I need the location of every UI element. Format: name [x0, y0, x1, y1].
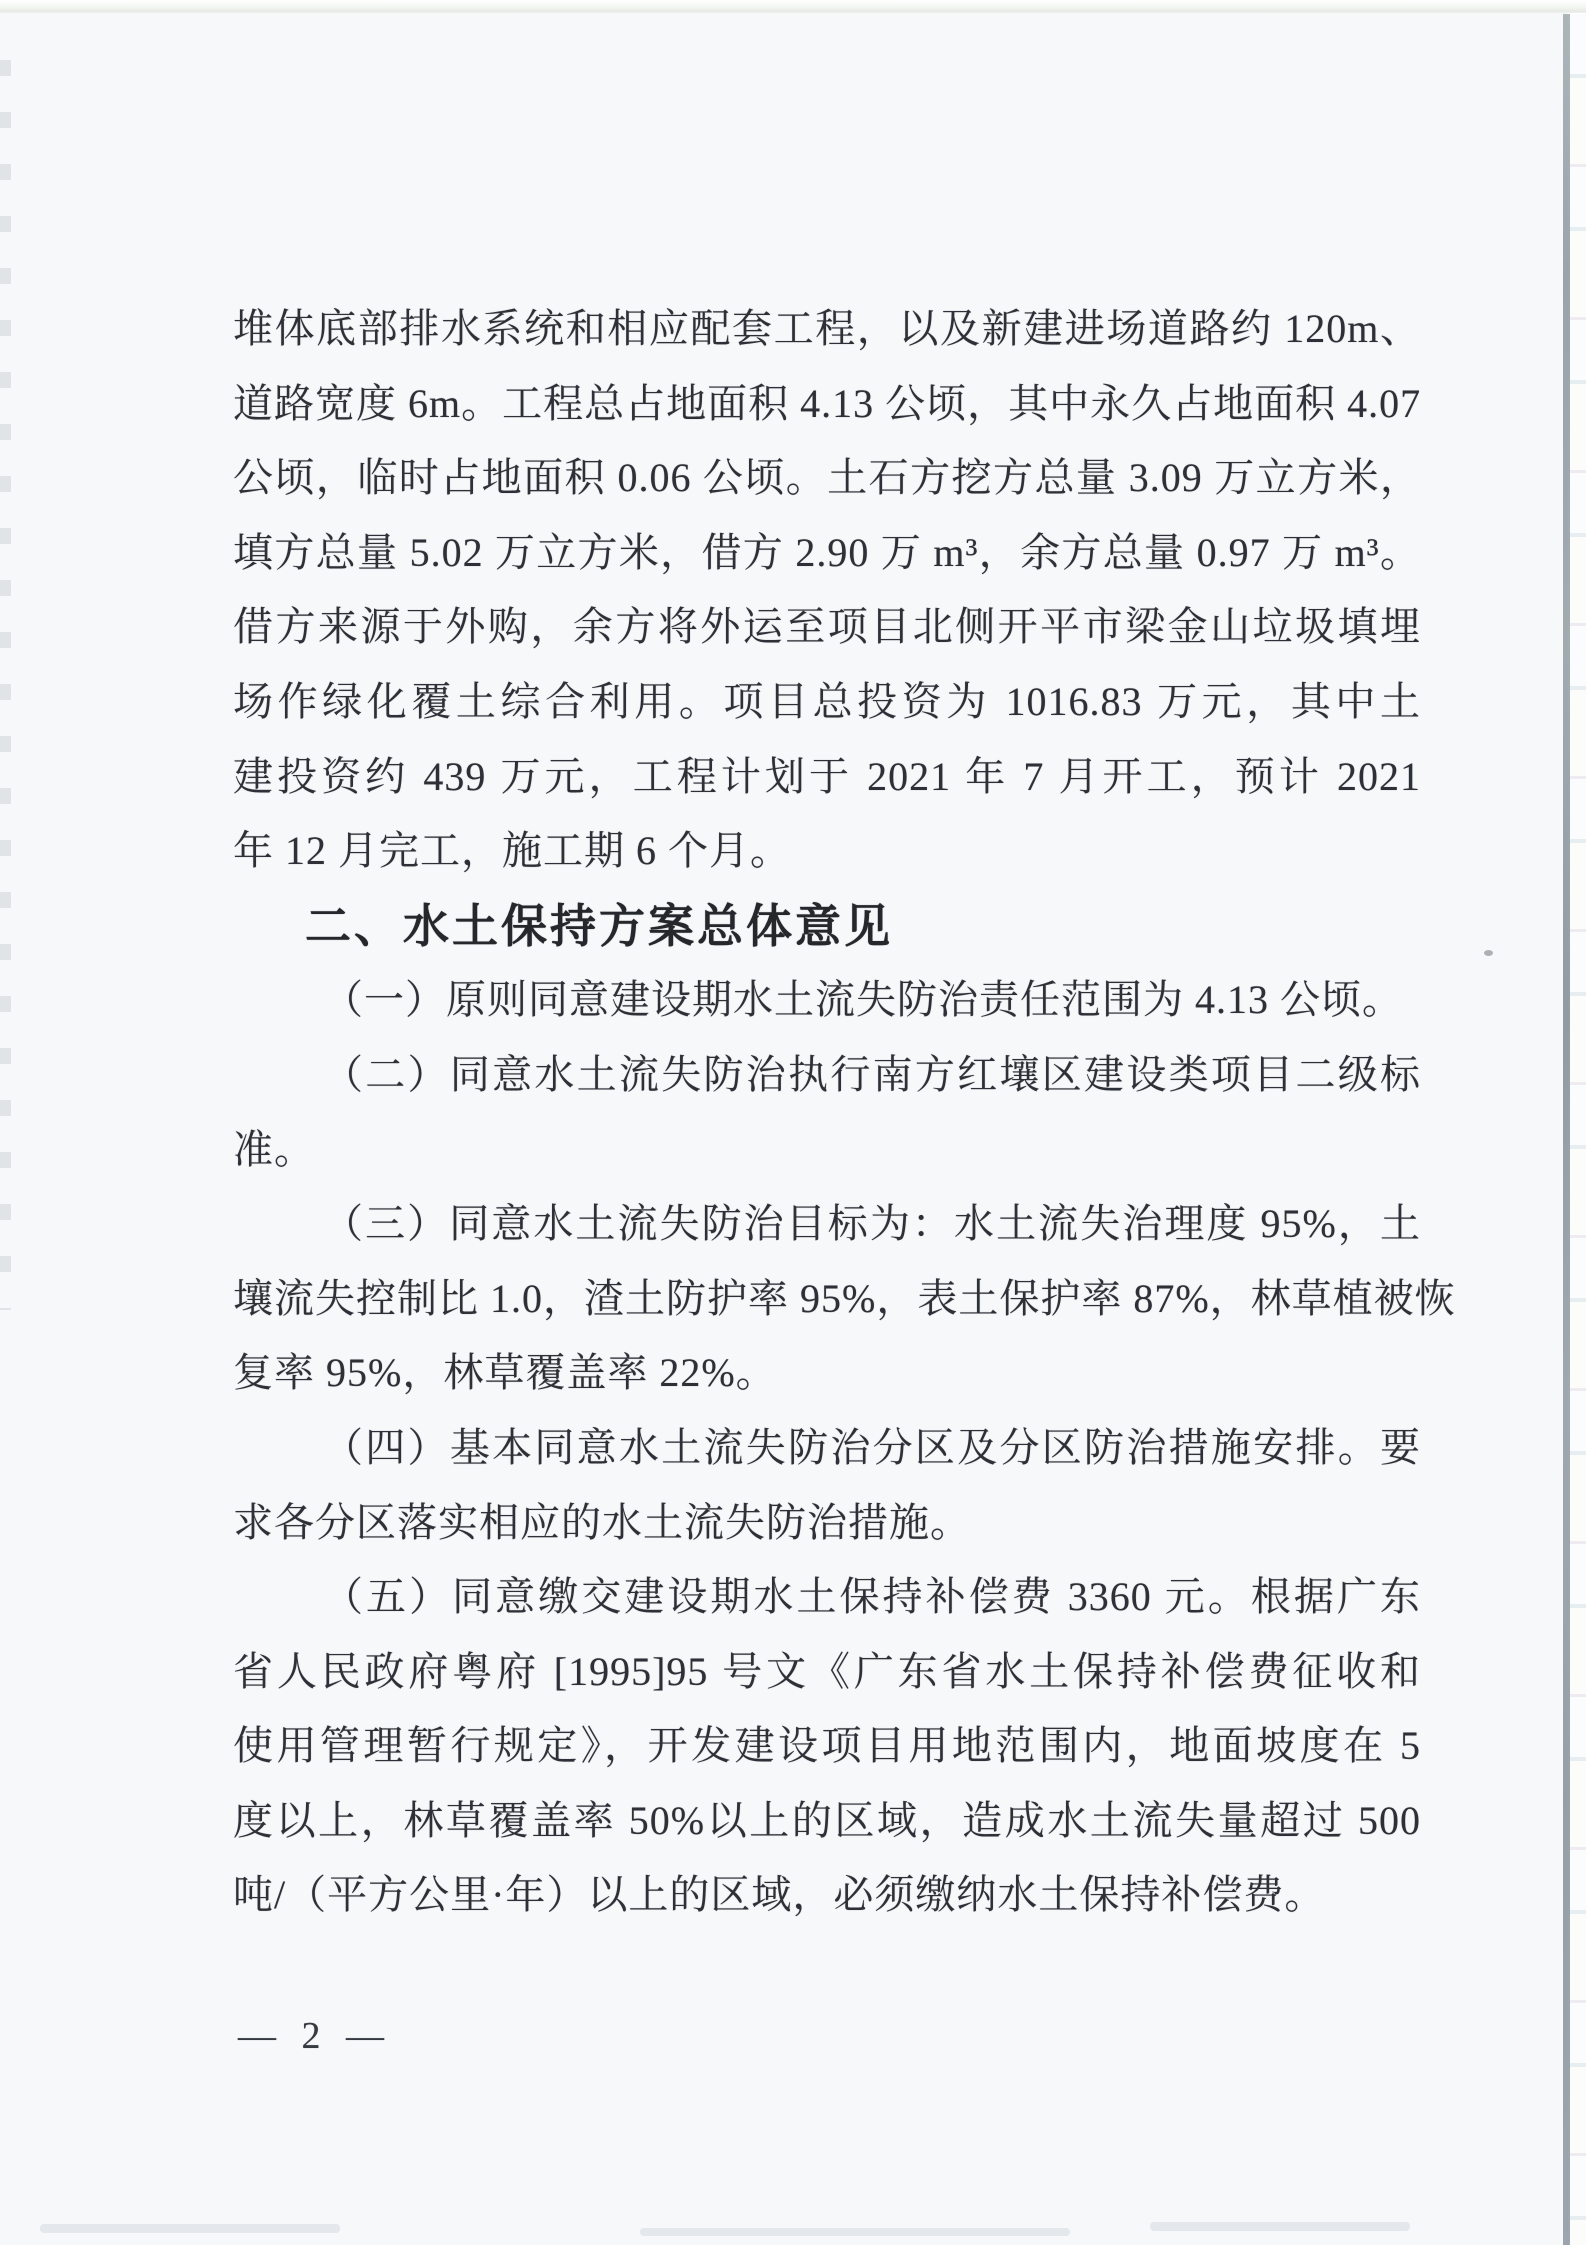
- scan-top-edge: [0, 0, 1586, 13]
- body-line: 堆体底部排水系统和相应配套工程，以及新建进场道路约 120m、: [233, 306, 1421, 351]
- body-line: 场作绿化覆土综合利用。项目总投资为 1016.83 万元，其中土: [233, 678, 1421, 724]
- body-line: 省人民政府粤府 [1995]95 号文《广东省水土保持补偿费征收和: [233, 1648, 1421, 1694]
- body-line: 使用管理暂行规定》，开发建设项目用地范围内，地面坡度在 5: [233, 1723, 1421, 1769]
- body-line: 建投资约 439 万元，工程计划于 2021 年 7 月开工，预计 2021: [233, 753, 1421, 799]
- body-line: 填方总量 5.02 万立方米，借方 2.90 万 m³，余方总量 0.97 万 m³。: [233, 529, 1421, 575]
- body-line: （三）同意水土流失防治目标为：水土流失治理度 95%，土: [323, 1201, 1421, 1247]
- section-heading: 二、水土保持方案总体意见: [305, 899, 893, 952]
- body-line: 公顷，临时占地面积 0.06 公顷。土石方挖方总量 3.09 万立方米，: [233, 455, 1421, 501]
- body-line: 道路宽度 6m。工程总占地面积 4.13 公顷，其中永久占地面积 4.07: [233, 380, 1422, 426]
- scan-bottom-smudge: [40, 2224, 340, 2233]
- body-line: 准。: [233, 1126, 315, 1172]
- body-line: （二）同意水土流失防治执行南方红壤区建设类项目二级标: [323, 1051, 1421, 1097]
- body-line: 求各分区落实相应的水土流失防治措施。: [233, 1499, 971, 1545]
- body-line: 壤流失控制比 1.0，渣土防护率 95%，表土保护率 87%，林草植被恢: [233, 1275, 1456, 1321]
- body-line: 复率 95%，林草覆盖率 22%。: [233, 1350, 777, 1396]
- document-body: [233, 292, 1456, 1933]
- body-line: 年 12 月完工，施工期 6 个月。: [233, 828, 791, 874]
- scan-bottom-smudge: [640, 2228, 1070, 2236]
- body-line: 借方来源于外购，余方将外运至项目北侧开平市梁金山垃圾填埋: [233, 604, 1421, 650]
- scan-right-edge-line: [1563, 14, 1570, 2245]
- body-line: 吨/（平方公里·年）以上的区域，必须缴纳水土保持补偿费。: [233, 1872, 1326, 1918]
- scan-speck: [1484, 950, 1493, 956]
- body-line: （五）同意缴交建设期水土保持补偿费 3360 元。根据广东: [323, 1574, 1421, 1620]
- body-line: 度以上，林草覆盖率 50%以上的区域，造成水土流失量超过 500: [233, 1797, 1421, 1843]
- body-line: （四）基本同意水土流失防治分区及分区防治措施安排。要: [323, 1424, 1421, 1470]
- scan-bottom-smudge: [1150, 2222, 1410, 2231]
- body-line: （一）原则同意建设期水土流失防治责任范围为 4.13 公顷。: [323, 977, 1403, 1023]
- page-number: — 2 —: [238, 2015, 392, 2057]
- scan-right-paper-edge: [1570, 14, 1586, 2245]
- scan-left-edge-artifacts: [0, 60, 11, 1310]
